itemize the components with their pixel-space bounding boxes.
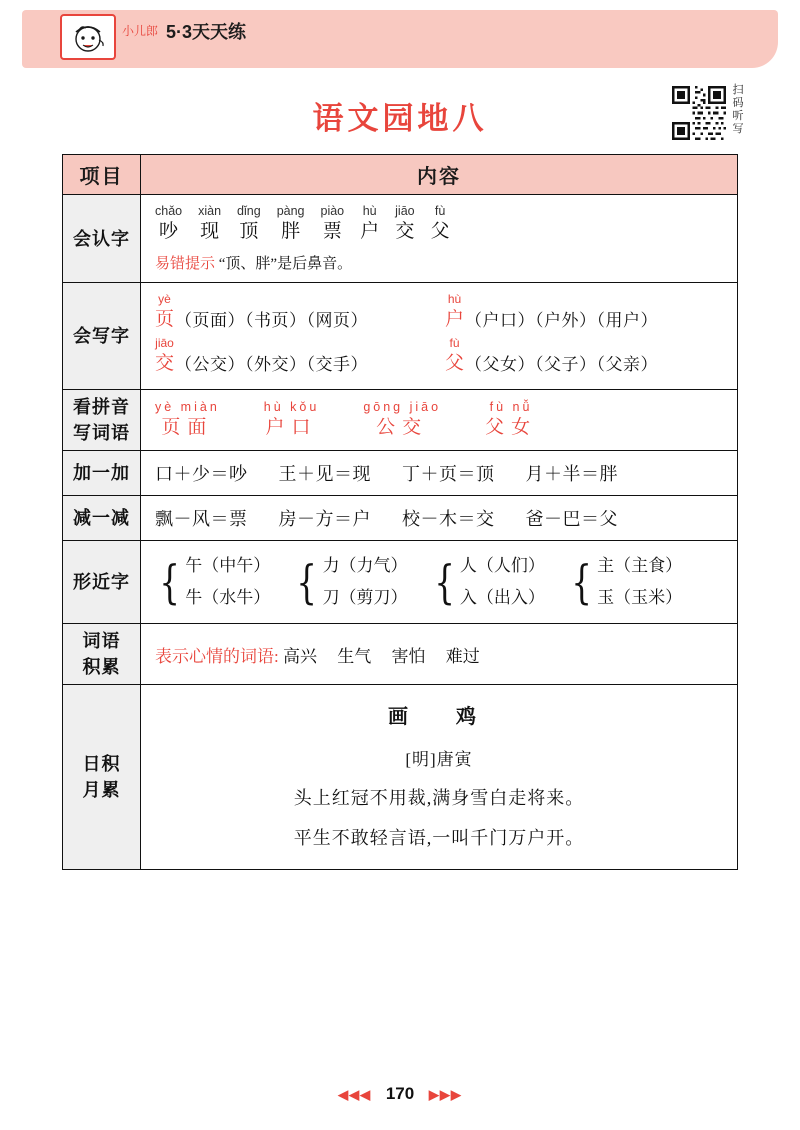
pinyin: piào <box>320 204 345 218</box>
word-list: （父女）（父子）（父亲） <box>465 355 659 374</box>
equation: 校－木＝交 <box>402 509 495 529</box>
hanzi: 户口 <box>265 417 318 438</box>
equation: 房－方＝户 <box>278 509 371 529</box>
pinyin: yè miàn <box>155 400 220 414</box>
write-line <box>155 292 727 332</box>
equation-list <box>155 505 727 531</box>
brace-icon: { <box>159 555 180 609</box>
similar-char-pair <box>460 550 545 614</box>
char-block <box>155 292 174 332</box>
word-list: （公交）（外交）（交手） <box>175 355 369 374</box>
vocab-item: 高兴 <box>282 646 317 666</box>
page-title: 语文园地八 <box>312 101 488 136</box>
row-content-similar-chars <box>141 541 738 624</box>
row-label-write: 会写字 <box>63 283 141 390</box>
hanzi: 户 <box>360 221 380 242</box>
error-tip-label: 易错提示 <box>155 256 216 272</box>
row-content-subtract <box>141 496 738 541</box>
row-content-vocab <box>141 624 738 685</box>
header-cell-item: 项目 <box>63 155 141 195</box>
pinyin: chǎo <box>155 204 183 218</box>
row-label-pinyin-words <box>63 390 141 451</box>
pinyin: xiàn <box>198 204 222 218</box>
row-label-line: 月累 <box>82 780 121 800</box>
hanzi: 胖 <box>281 221 301 242</box>
pinyin: hù <box>362 204 377 218</box>
word-list: （户口）（户外）（用户） <box>465 311 659 330</box>
row-content-pinyin-words <box>141 390 738 451</box>
word-list: （页面）（书页）（网页） <box>175 311 369 330</box>
brace-icon: { <box>433 555 455 609</box>
error-tip-text: “顶、胖”是后鼻音。 <box>218 256 353 272</box>
similar-char-item: 力（力气） <box>322 556 408 575</box>
similar-char-item: 玉（玉米） <box>597 588 683 607</box>
row-label-add: 加一加 <box>63 451 141 496</box>
row-label-line: 写词语 <box>73 423 130 443</box>
similar-char-group <box>567 550 682 614</box>
row-content-add <box>141 451 738 496</box>
poem-block <box>142 686 736 868</box>
char-block <box>277 204 305 244</box>
write-entry <box>155 336 445 376</box>
table-row <box>63 685 738 870</box>
vocab-item: 难过 <box>445 646 480 666</box>
pinyin: yè <box>158 292 171 306</box>
pinyin-word <box>363 400 441 440</box>
similar-char-pair <box>597 550 682 614</box>
hanzi: 父 <box>445 353 465 374</box>
pinyin-word-list <box>155 400 727 440</box>
hanzi: 父 <box>430 221 450 242</box>
similar-char-groups <box>155 550 727 614</box>
row-label-line: 积累 <box>82 657 121 677</box>
char-block <box>431 204 450 244</box>
write-entry <box>445 336 658 376</box>
qr-label: 扫码听写 <box>732 84 744 135</box>
poem-author: [明]唐寅 <box>405 750 473 769</box>
pinyin-word <box>485 400 537 440</box>
similar-char-pair <box>323 550 408 614</box>
row-label-line: 日积 <box>82 754 121 774</box>
table-row <box>63 624 738 685</box>
row-label-recognize: 会认字 <box>63 195 141 283</box>
pinyin: gōng jiāo <box>363 400 442 414</box>
table-header-row <box>63 155 738 195</box>
row-label-line: 词语 <box>82 631 121 651</box>
similar-char-item: 刀（剪刀） <box>322 588 408 607</box>
similar-char-pair <box>185 550 270 614</box>
pinyin: fù <box>449 336 460 350</box>
recognize-char-list <box>155 204 727 244</box>
char-block <box>198 204 221 244</box>
qr-code-image <box>672 86 726 140</box>
row-label-line: 看拼音 <box>73 397 130 417</box>
equation: 王＋见＝现 <box>278 464 371 484</box>
row-label-vocab <box>63 624 141 685</box>
similar-char-item: 主（主食） <box>597 556 683 575</box>
vocab-items <box>283 647 496 666</box>
hanzi: 交 <box>155 353 175 374</box>
hanzi: 交 <box>395 221 415 242</box>
poem-line: 头上红冠不用裁,满身雪白走将来。 <box>293 788 585 808</box>
brand-mini-label: 小儿郎 <box>122 24 159 38</box>
boy-face-icon <box>69 20 107 54</box>
table-row <box>63 195 738 283</box>
similar-char-item: 人（人们） <box>459 556 545 575</box>
header-cell-content: 内容 <box>141 155 738 195</box>
top-banner <box>22 10 778 68</box>
brand-logo <box>60 14 116 60</box>
footer-right-arrows: ▶▶▶ <box>428 1087 462 1102</box>
pinyin: pàng <box>276 204 305 218</box>
brace-icon: { <box>296 555 318 609</box>
poem-title: 画 鸡 <box>388 706 490 728</box>
equation: 爸－巴＝父 <box>525 509 618 529</box>
vocab-lead: 表示心情的词语: <box>155 646 279 666</box>
equation: 飘－风＝票 <box>155 509 248 529</box>
vocab-line <box>155 642 727 667</box>
similar-char-group <box>430 550 545 614</box>
char-block <box>360 204 379 244</box>
row-content-recognize <box>141 195 738 283</box>
char-block <box>155 336 174 376</box>
char-block <box>321 204 345 244</box>
hanzi: 顶 <box>239 221 259 242</box>
char-block <box>445 292 464 332</box>
pinyin: fù <box>434 204 446 218</box>
footer-left-arrows: ◀◀◀ <box>338 1087 372 1102</box>
hanzi: 现 <box>200 221 220 242</box>
table-row <box>63 283 738 390</box>
char-block <box>237 204 261 244</box>
char-block <box>445 336 464 376</box>
row-content-write <box>141 283 738 390</box>
hanzi: 页 <box>155 309 175 330</box>
page-footer <box>0 1084 800 1104</box>
table-row <box>63 496 738 541</box>
write-line <box>155 336 727 376</box>
vocab-item: 生气 <box>337 646 372 666</box>
pinyin: dǐng <box>237 204 261 218</box>
hanzi: 页面 <box>161 417 214 438</box>
similar-char-item: 入（出入） <box>459 588 545 607</box>
pinyin-word <box>264 400 320 440</box>
table-row <box>63 541 738 624</box>
write-entry <box>445 292 658 332</box>
pinyin: hù kǒu <box>263 400 320 414</box>
pinyin: hù <box>447 292 462 306</box>
hanzi: 父女 <box>485 417 538 438</box>
row-content-poem <box>141 685 738 870</box>
hanzi: 吵 <box>159 221 179 242</box>
content-table <box>62 154 738 870</box>
equation: 丁＋页＝顶 <box>402 464 495 484</box>
table-row <box>63 451 738 496</box>
similar-char-item: 午（中午） <box>185 556 271 575</box>
char-block <box>155 204 182 244</box>
hanzi: 公交 <box>376 417 429 438</box>
poem-line: 平生不敢轻言语,一叫千门万户开。 <box>293 828 585 848</box>
brace-icon: { <box>571 555 592 609</box>
row-label-poem <box>63 685 141 870</box>
qr-code[interactable] <box>672 86 726 140</box>
char-block <box>395 204 414 244</box>
equation-list <box>155 460 727 486</box>
pinyin-word <box>155 400 220 440</box>
equation: 口＋少＝吵 <box>155 464 248 484</box>
error-tip <box>155 252 727 273</box>
brand-name: 5·3天天练 <box>166 22 247 42</box>
equation: 月＋半＝胖 <box>525 464 618 484</box>
hanzi: 户 <box>445 309 465 330</box>
vocab-item: 害怕 <box>391 646 426 666</box>
pinyin: fù nǚ <box>489 400 533 414</box>
pinyin: jiāo <box>395 204 415 218</box>
similar-char-group <box>155 550 270 614</box>
similar-char-group <box>292 550 407 614</box>
row-label-subtract: 减一减 <box>63 496 141 541</box>
similar-char-item: 牛（水牛） <box>185 588 271 607</box>
page-number: 170 <box>385 1084 415 1103</box>
hanzi: 票 <box>322 221 342 242</box>
table-row <box>63 390 738 451</box>
pinyin: jiāo <box>155 336 174 350</box>
row-label-similar-chars: 形近字 <box>63 541 141 624</box>
write-entry <box>155 292 445 332</box>
